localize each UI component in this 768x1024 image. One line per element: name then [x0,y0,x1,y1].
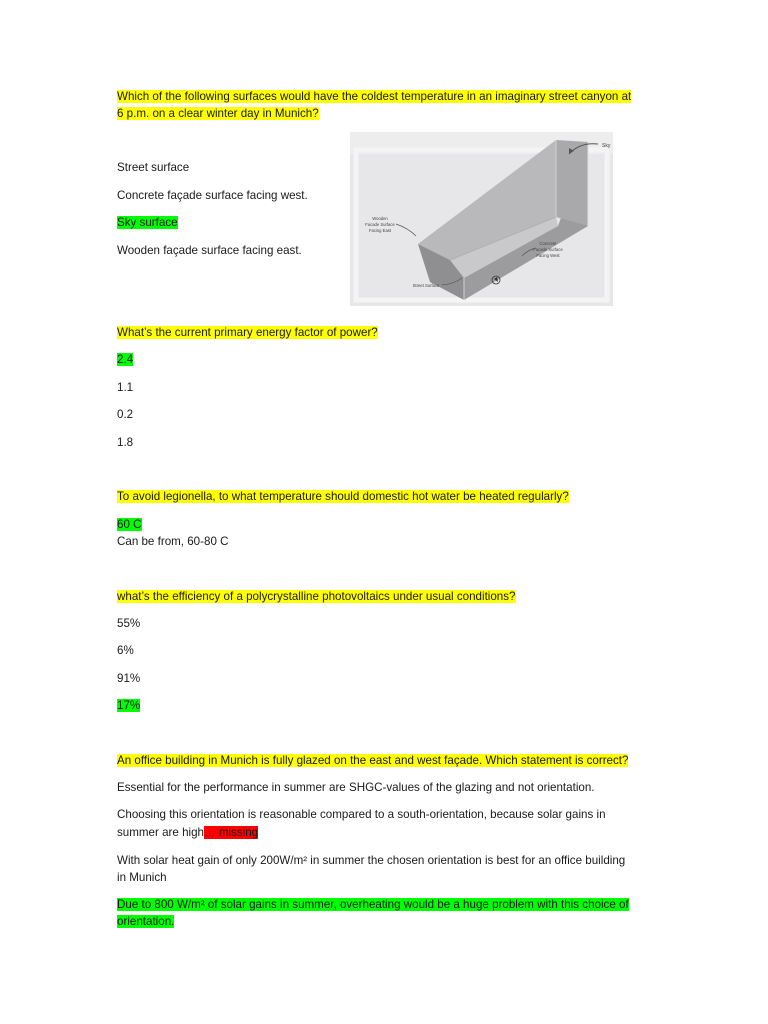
answer-option [117,160,189,175]
answer-option [117,870,167,885]
label-concrete-l2: Facade Surface [533,247,563,252]
correct-highlight: Due to 800 W/m² of solar gains in summer, overheating would be a huge problem with this choice of [117,898,629,911]
question-1-line-1 [117,89,631,104]
answer-note [117,534,228,549]
option-text: in Munich [117,871,167,884]
answer-option [117,243,302,258]
label-concrete-l1: Concrete [539,241,557,246]
correct-highlight: 2.4 [117,353,134,366]
option-text: 1.8 [117,436,134,449]
option-text: Street surface [117,161,190,174]
question-5 [117,753,628,768]
question-2 [117,325,378,340]
answer-option [117,435,133,450]
option-text: 1.1 [117,381,134,394]
label-wooden-l2: Facade Surface [365,222,395,227]
option-text: 6% [117,644,134,657]
answer-option-correct [117,215,178,230]
option-text: Wooden façade surface facing east. [117,244,302,257]
question-highlight: Which of the following surfaces would have the coldest temperature in an imaginary street canyon at [117,90,632,103]
answer-option [117,807,606,822]
option-text: 55% [117,617,141,630]
question-highlight: An office building in Munich is fully glazed on the east and west façade. Which statement is correct? [117,754,629,767]
street-canyon-diagram [350,132,613,306]
missing-highlight: … missing [204,826,259,839]
option-text: With solar heat gain of only 200W/m² in summer the chosen orientation is best for an office building [117,854,626,867]
answer-option [117,616,140,631]
question-highlight: what’s the efficiency of a polycrystalline photovoltaics under usual conditions? [117,590,516,603]
answer-option-correct [117,698,140,713]
street-canyon-figure [350,132,613,306]
answer-option-correct [117,914,174,929]
option-text: 0.2 [117,408,134,421]
correct-highlight: 17% [117,699,141,712]
answer-option [117,825,258,840]
label-concrete-l3: Facing West [536,253,560,258]
question-highlight: 6 p.m. on a clear winter day in Munich? [117,107,319,120]
correct-highlight: Sky surface [117,216,178,229]
correct-highlight: orientation. [117,915,175,928]
label-wooden-l3: Facing East [368,228,392,233]
option-text: Essential for the performance in summer are SHGC-values of the glazing and not orientation. [117,781,595,794]
answer-option [117,407,133,422]
answer-option-correct [117,517,142,532]
question-highlight: What’s the current primary energy factor of power? [117,326,378,339]
answer-option-correct [117,352,133,367]
correct-highlight: 60 C [117,518,142,531]
note-text: Can be from, 60-80 C [117,535,229,548]
option-text: Concrete façade surface facing west. [117,189,308,202]
option-text: 91% [117,672,141,685]
label-sky: Sky [602,143,611,149]
label-wooden-l1: Wooden [372,216,388,221]
option-text: Choosing this orientation is reasonable compared to a south-orientation, because solar gains in [117,808,606,821]
label-street: Street Surface [412,283,440,288]
answer-option [117,643,134,658]
option-text: summer are high [117,826,204,839]
answer-option [117,380,133,395]
question-3 [117,489,569,504]
answer-option [117,671,140,686]
question-1-line-2 [117,106,319,121]
answer-option [117,780,595,795]
answer-option [117,188,308,203]
question-4 [117,589,516,604]
question-highlight: To avoid legionella, to what temperature should domestic hot water be heated regularly? [117,490,569,503]
answer-option [117,853,625,868]
answer-option-correct [117,897,629,912]
